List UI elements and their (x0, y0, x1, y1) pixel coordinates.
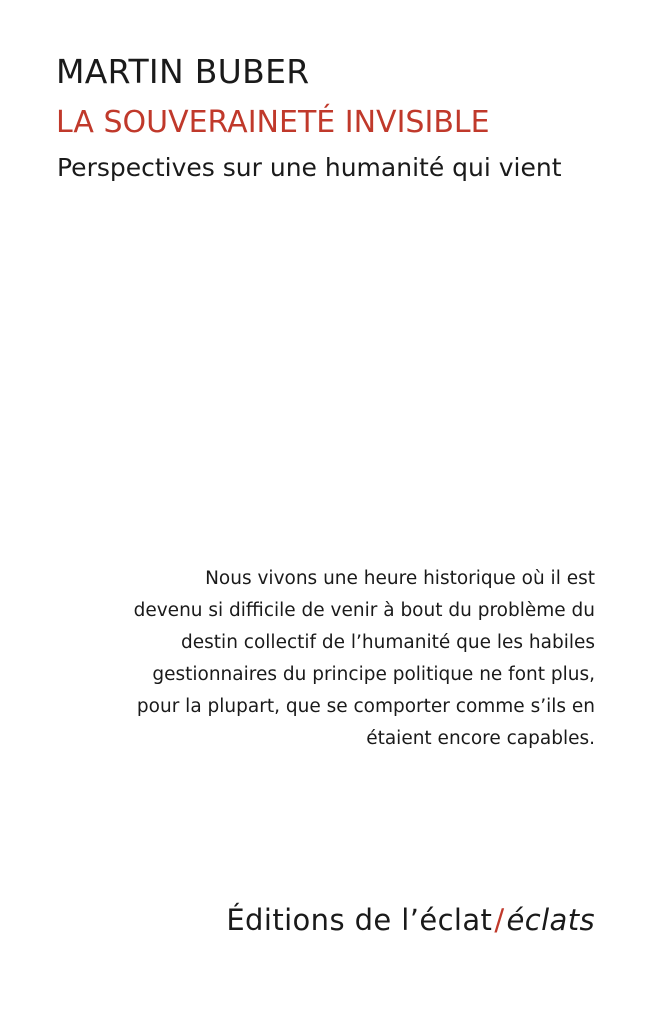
blurb-line: devenu si difficile de venir à bout du problème du (133, 600, 595, 621)
publisher-separator: / (494, 903, 505, 937)
publisher-name: Éditions de l’éclat (226, 903, 493, 937)
blurb-line: étaient encore capables. (366, 728, 595, 749)
author-name: MARTIN BUBER (56, 52, 310, 91)
blurb-line: gestionnaires du principe politique ne font plus, (152, 664, 595, 685)
blurb-line: pour la plupart, que se comporter comme s’ils en (136, 696, 595, 717)
book-subtitle: Perspectives sur une humanité qui vient (57, 153, 562, 182)
cover-blurb (35, 563, 595, 755)
book-title: LA SOUVERAINETÉ INVISIBLE (56, 105, 490, 140)
blurb-line: destin collectif de l’humanité que les habiles (181, 632, 595, 653)
series-name: éclats (506, 903, 595, 937)
publisher-imprint (226, 900, 595, 940)
blurb-line: Nous vivons une heure historique où il est (205, 568, 595, 589)
